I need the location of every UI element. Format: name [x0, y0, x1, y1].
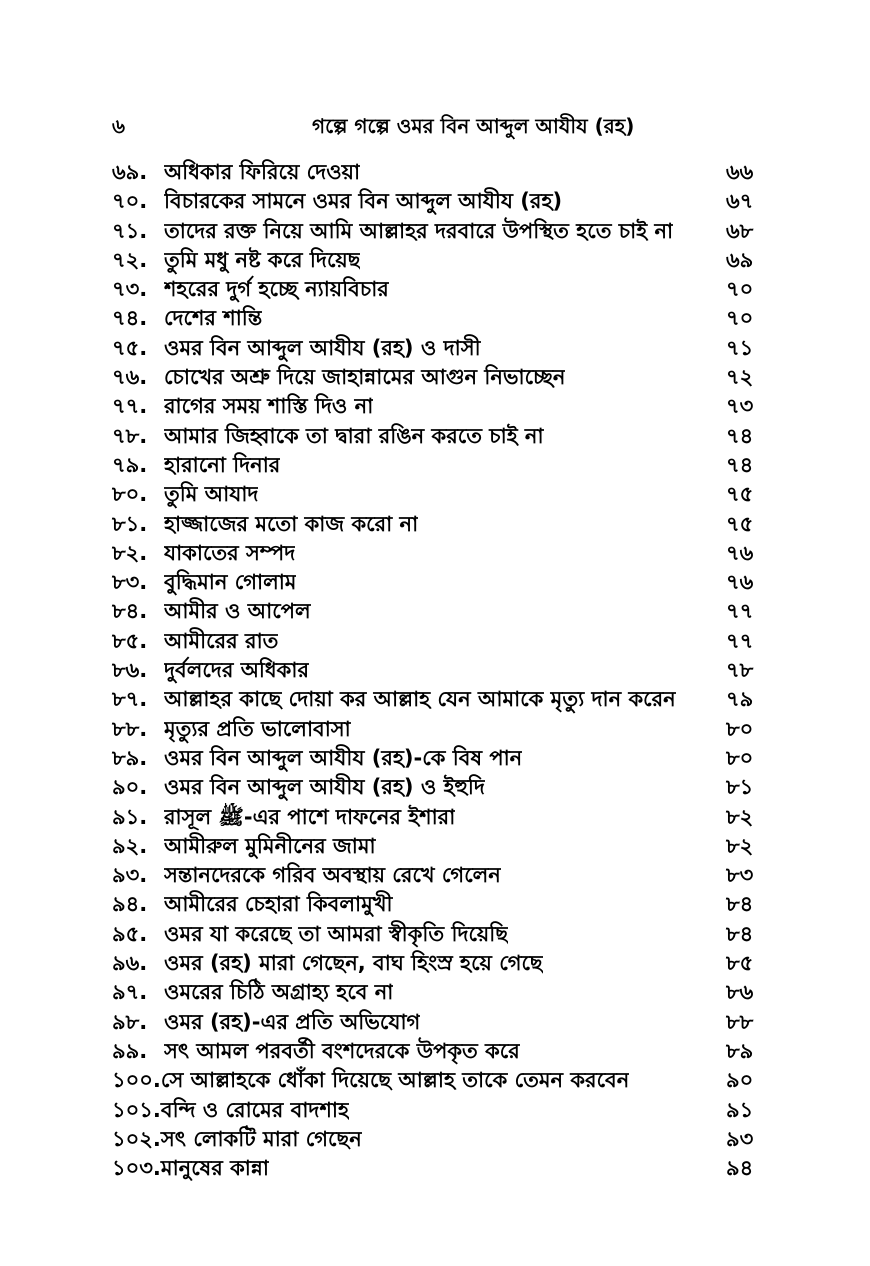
running-title: গল্পে গল্পে ওমর বিন আব্দুল আযীয (রহ) [312, 114, 635, 138]
toc-entry [112, 1008, 772, 1037]
toc-entry-number: ৭০. [112, 189, 148, 214]
toc-entry-title: বুদ্ধিমান গোলাম [164, 570, 297, 595]
toc-entry [112, 744, 772, 773]
toc-entry-number: ৮১. [112, 511, 148, 536]
toc-entry-number: ১০২. [112, 1126, 161, 1151]
toc-entry-title: আমীরুল মুমিনীনের জামা [164, 833, 376, 858]
toc-entry [112, 656, 772, 685]
toc-entry-title [112, 1154, 269, 1183]
toc-entry-title: আমীরের রাত [164, 628, 279, 653]
toc-entry-page: ৭৬ [726, 540, 754, 565]
toc-entry-title: মৃত্যুর প্রতি ভালোবাসা [164, 716, 351, 741]
page-number: ৬ [112, 114, 126, 138]
toc-entry-number: ৮৪. [112, 599, 148, 624]
toc-entry-page: ৭০ [726, 306, 754, 331]
toc-entry [112, 217, 772, 246]
toc-entry [112, 627, 772, 656]
toc-entry-title: শহরের দুর্গ হচ্ছে ন্যায়বিচার [164, 277, 389, 302]
toc-entry-title: ওমর (রহ) মারা গেছেন, বাঘ হিংস্র হয়ে গেছে [164, 951, 543, 976]
toc-entry-title: যাকাতের সম্পদ [164, 540, 296, 565]
toc-entry-number: ৮৯. [112, 745, 148, 770]
toc-entry-title-text: বন্দি ও রোমের বাদশাহ [160, 1097, 349, 1122]
toc-entry-page: ৭৭ [726, 628, 754, 653]
toc-entry-number: ৮২. [112, 540, 148, 565]
toc-entry-number: ৮৭. [112, 687, 148, 712]
toc-entry-title: হাজ্জাজের মতো কাজ করো না [164, 511, 419, 536]
toc-entry [112, 422, 772, 451]
toc-entry-page: ৯১ [726, 1097, 754, 1122]
toc-entry-page: ৭৫ [726, 511, 754, 536]
toc-entry [112, 158, 772, 187]
toc-entry-page: ৮৪ [726, 892, 754, 917]
toc-entry-title: আমীরের চেহারা কিবলামুখী [164, 892, 393, 917]
toc-entry-page: ৮০ [726, 745, 754, 770]
toc-entry [112, 715, 772, 744]
toc-entry-title [112, 1125, 362, 1154]
toc-entry [112, 1037, 772, 1066]
toc-entry-page: ৭৮ [726, 658, 754, 683]
toc-entry-page: ৮১ [726, 775, 754, 800]
toc-entry-number: ৭১. [112, 218, 148, 243]
toc-entry-number: ৯১. [112, 804, 148, 829]
toc-entry-page: ৮৬ [726, 980, 754, 1005]
toc-entry-number: ৭২. [112, 247, 148, 272]
toc-entry-title [112, 1096, 349, 1125]
toc-entry-page: ৭০ [726, 277, 754, 302]
toc-entry-number: ৭৪. [112, 306, 148, 331]
toc-entry [112, 246, 772, 275]
toc-entry [112, 832, 772, 861]
toc-entry-title [112, 1066, 629, 1095]
toc-entry-page: ৮৫ [726, 951, 754, 976]
page-header [112, 112, 772, 142]
toc-entry [112, 510, 772, 539]
toc-entry [112, 861, 772, 890]
toc-entry [112, 773, 772, 802]
toc-entry-title: রাসূল ﷺ-এর পাশে দাফনের ইশারা [164, 804, 456, 829]
toc-entry-number: ১০০. [112, 1068, 161, 1093]
toc-entry-page: ৯০ [726, 1068, 754, 1093]
toc-entry [112, 890, 772, 919]
toc-entry [112, 187, 772, 216]
toc-entry-page: ৮৮ [726, 1009, 754, 1034]
toc-entry-number: ৯৭. [112, 980, 148, 1005]
toc-entry [112, 949, 772, 978]
toc-entry-title: ওমর (রহ)-এর প্রতি অভিযোগ [164, 1009, 421, 1034]
toc-entry-title: আমার জিহ্বাকে তা দ্বারা রঙিন করতে চাই না [164, 423, 544, 448]
toc-entry-number: ৮৩. [112, 570, 148, 595]
toc-entry-number: ৭৩. [112, 277, 148, 302]
toc-entry-title-text: মানুষের কান্না [160, 1156, 269, 1181]
toc-entry-title-text: সে আল্লাহকে ধোঁকা দিয়েছে আল্লাহ তাকে তেমন করবেন [160, 1068, 630, 1093]
toc-entry-number: ৮৫. [112, 628, 148, 653]
toc-entry-page: ৭৩ [726, 394, 754, 419]
toc-entry-title: অধিকার ফিরিয়ে দেওয়া [164, 160, 361, 184]
toc-entry-page: ৬৯ [726, 247, 754, 272]
toc-entry [112, 568, 772, 597]
toc-entry-page: ৭৫ [726, 482, 754, 507]
toc-entry [112, 685, 772, 714]
toc-entry [112, 334, 772, 363]
toc-entry-title: ওমর বিন আব্দুল আযীয (রহ) ও ইহুদি [164, 775, 485, 800]
toc-entry-number: ৯০. [112, 775, 148, 800]
toc-entry [112, 597, 772, 626]
toc-entry [112, 363, 772, 392]
toc-entry [112, 920, 772, 949]
toc-entry-page: ৮২ [726, 833, 754, 858]
toc-entry [112, 539, 772, 568]
toc-entry-title: সন্তানদেরকে গরিব অবস্থায় রেখে গেলেন [164, 863, 501, 888]
toc-entry-title: সৎ আমল পরবর্তী বংশদেরকে উপকৃত করে [164, 1038, 520, 1063]
toc-entry-page: ৭৪ [726, 423, 754, 448]
toc-entry-number: ৯৩. [112, 863, 148, 888]
toc-entry-page: ৮০ [726, 716, 754, 741]
toc-entry-title: দেশের শান্তি [164, 306, 263, 331]
toc-entry-number: ১০৩. [112, 1156, 161, 1181]
toc-entry-page: ৯৪ [726, 1156, 754, 1181]
toc-entry-title: ওমর বিন আব্দুল আযীয (রহ) ও দাসী [164, 335, 481, 360]
toc-entry-number: ৯২. [112, 833, 148, 858]
toc-entry-number: ৮৬. [112, 658, 148, 683]
toc-entry-number: ৮০. [112, 482, 148, 507]
toc-entry [112, 803, 772, 832]
toc-entry-title: তুমি আযাদ [164, 482, 259, 507]
toc-entry-title: তুমি মধু নষ্ট করে দিয়েছ [164, 247, 361, 272]
toc-entry-title: ওমর যা করেছে তা আমরা স্বীকৃতি দিয়েছি [164, 921, 509, 946]
toc-entry-number: ৭৬. [112, 365, 148, 390]
toc-entry [112, 1096, 772, 1125]
toc-entry-title: দুর্বলদের অধিকার [164, 658, 309, 683]
toc-entry-page: ৭৭ [726, 599, 754, 624]
toc-entry-page: ৬৭ [726, 189, 754, 214]
table-of-contents [112, 158, 772, 1183]
toc-entry-number: ৭৯. [112, 452, 148, 477]
toc-entry [112, 1125, 772, 1154]
toc-entry-page: ৭২ [726, 365, 754, 390]
toc-entry-title: আল্লাহর কাছে দোয়া কর আল্লাহ যেন আমাকে মৃত্যু দান করেন [164, 687, 676, 712]
toc-entry-title: চোখের অশ্রু দিয়ে জাহান্নামের আগুন নিভাচ্ছেন [164, 365, 566, 390]
toc-entry-number: ৭৮. [112, 423, 148, 448]
toc-entry-number: ৯৯. [112, 1038, 148, 1063]
toc-entry [112, 480, 772, 509]
toc-entry-page: ৮২ [726, 804, 754, 829]
toc-entry-page: ৮৩ [726, 863, 754, 888]
toc-entry-title: রাগের সময় শাস্তি দিও না [164, 394, 374, 419]
toc-entry-number: ৭৫. [112, 335, 148, 360]
toc-entry-number: ৬৯. [112, 160, 148, 184]
toc-entry-title-text: সৎ লোকটি মারা গেছেন [160, 1126, 362, 1151]
toc-entry-page: ৭৬ [726, 570, 754, 595]
toc-entry-page: ৬৬ [726, 160, 754, 184]
toc-entry-title: বিচারকের সামনে ওমর বিন আব্দুল আযীয (রহ) [164, 189, 563, 214]
toc-entry [112, 304, 772, 333]
toc-entry [112, 1066, 772, 1095]
toc-entry [112, 978, 772, 1007]
toc-entry-number: ৯৫. [112, 921, 148, 946]
toc-entry-number: ৭৭. [112, 394, 148, 419]
toc-entry-page: ৬৮ [726, 218, 754, 243]
toc-entry-title: ওমরের চিঠি অগ্রাহ্য হবে না [164, 980, 394, 1005]
toc-entry-title: তাদের রক্ত নিয়ে আমি আল্লাহর দরবারে উপস্থিত হতে চাই না [164, 218, 674, 243]
toc-entry [112, 275, 772, 304]
toc-entry-page: ৮৪ [726, 921, 754, 946]
toc-entry [112, 1154, 772, 1183]
toc-entry-title: আমীর ও আপেল [164, 599, 311, 624]
toc-entry-number: ৯৮. [112, 1009, 148, 1034]
toc-entry [112, 451, 772, 480]
toc-entry-title: হারানো দিনার [164, 452, 281, 477]
toc-entry-number: ৯৪. [112, 892, 148, 917]
toc-entry-page: ৭৯ [726, 687, 754, 712]
toc-entry-number: ১০১. [112, 1097, 161, 1122]
toc-entry-title: ওমর বিন আব্দুল আযীয (রহ)-কে বিষ পান [164, 745, 523, 770]
toc-entry-number: ৯৬. [112, 951, 148, 976]
toc-entry-page: ৮৯ [726, 1038, 754, 1063]
toc-entry-page: ৯৩ [726, 1126, 754, 1151]
toc-entry-page: ৭৪ [726, 452, 754, 477]
toc-entry-page: ৭১ [726, 335, 754, 360]
toc-entry [112, 392, 772, 421]
toc-entry-number: ৮৮. [112, 716, 148, 741]
